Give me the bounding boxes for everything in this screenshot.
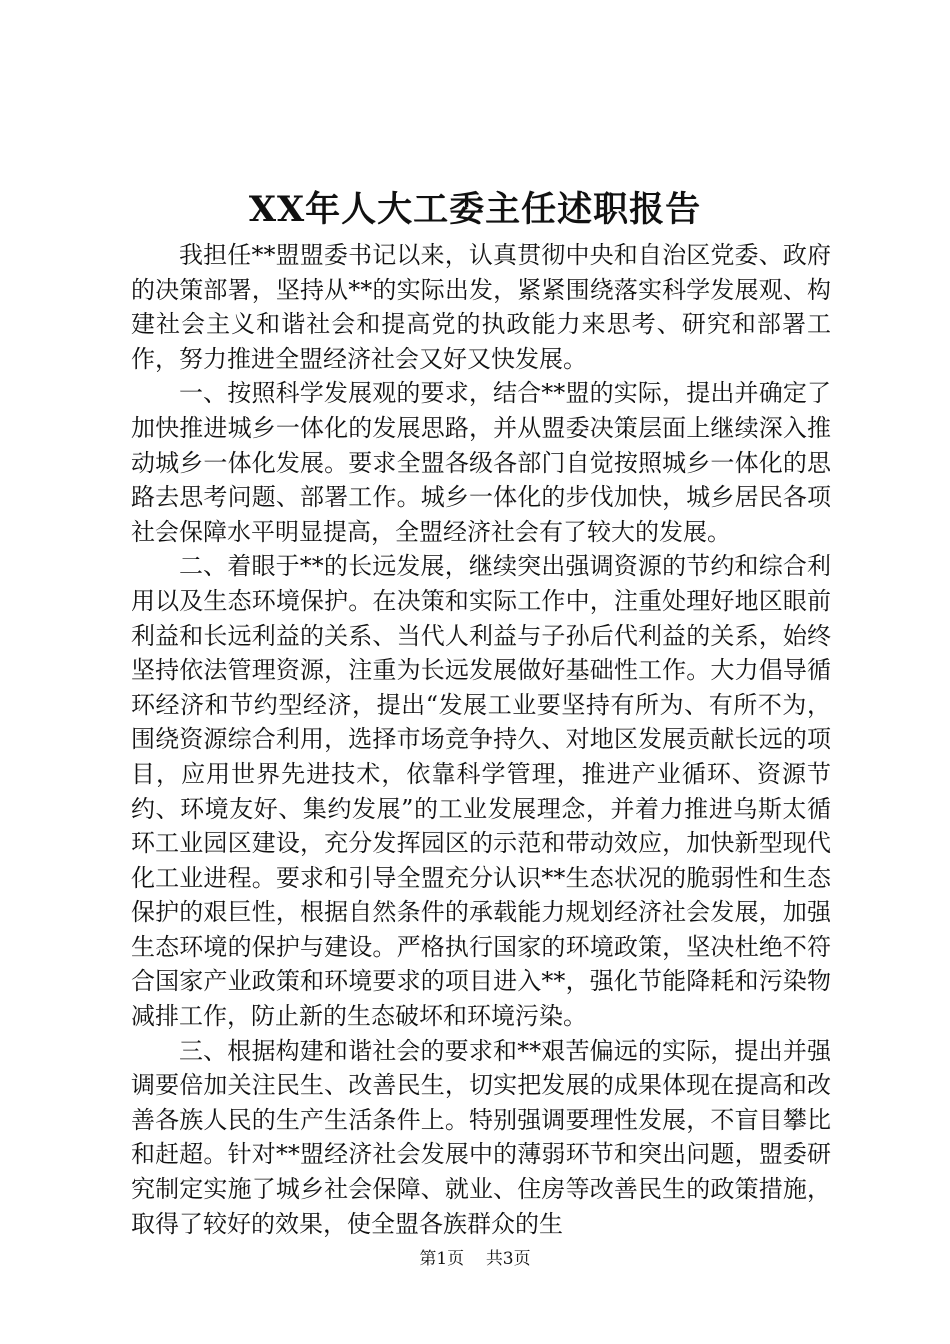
- paragraph-intro: 我担任**盟盟委书记以来，认真贯彻中央和自治区党委、政府的决策部署，坚持从**的实际出发，紧紧围绕落实科学发展观、构建社会主义和谐社会和提高党的执政能力来思考、研究和部署工作，努力推进全盟经济社会又好又快发展。: [131, 241, 831, 373]
- page-total: 共3页: [485, 1249, 531, 1269]
- page-footer: [0, 1248, 950, 1270]
- document-title: XX年人大工委主任述职报告: [248, 189, 702, 230]
- paragraph-section-3: 三、根据构建和谐社会的要求和**艰苦偏远的实际，提出并强调要倍加关注民生、改善民生，切实把发展的成果体现在提高和改善各族人民的生产生活条件上。特别强调要理性发展，不盲目攀比和赶超。针对**盟经济社会发展中的薄弱环节和突出问题，盟委研究制定实施了城乡社会保障、就业、住房等改善民生的政策措施，取得了较好的效果，使全盟各族群众的生: [131, 1036, 831, 1238]
- paragraph-section-2: 二、着眼于**的长远发展，继续突出强调资源的节约和综合利用以及生态环境保护。在决策和实际工作中，注重处理好地区眼前利益和长远利益的关系、当代人利益与子孙后代利益的关系，始终坚持依法管理资源，注重为长远发展做好基础性工作。大力倡导循环经济和节约型经济，提出“发展工业要坚持有所为、有所不为，围绕资源综合利用，选择市场竞争持久、对地区发展贡献长远的项目，应用世界先进技术，依靠科学管理，推进产业循环、资源节约、环境友好、集约发展”的工业发展理念，并着力推进乌斯太循环工业园区建设，充分发挥园区的示范和带动效应，加快新型现代化工业进程。要求和引导全盟充分认识**生态状况的脆弱性和生态保护的艰巨性，根据自然条件的承载能力规划经济社会发展，加强生态环境的保护与建设。严格执行国家的环境政策，坚决杜绝不符合国家产业政策和环境要求的项目进入**，强化节能降耗和污染物减排工作，防止新的生态破坏和环境污染。: [131, 552, 831, 1031]
- paragraph-section-1: 一、按照科学发展观的要求，结合**盟的实际，提出并确定了加快推进城乡一体化的发展思路，并从盟委决策层面上继续深入推动城乡一体化发展。要求全盟各级各部门自觉按照城乡一体化的思路去思考问题、部署工作。城乡一体化的步伐加快，城乡居民各项社会保障水平明显提高，全盟经济社会有了较大的发展。: [131, 379, 831, 546]
- page-separator: [470, 1249, 481, 1269]
- page-number: 第1页: [419, 1249, 465, 1269]
- document-body: [131, 238, 831, 1241]
